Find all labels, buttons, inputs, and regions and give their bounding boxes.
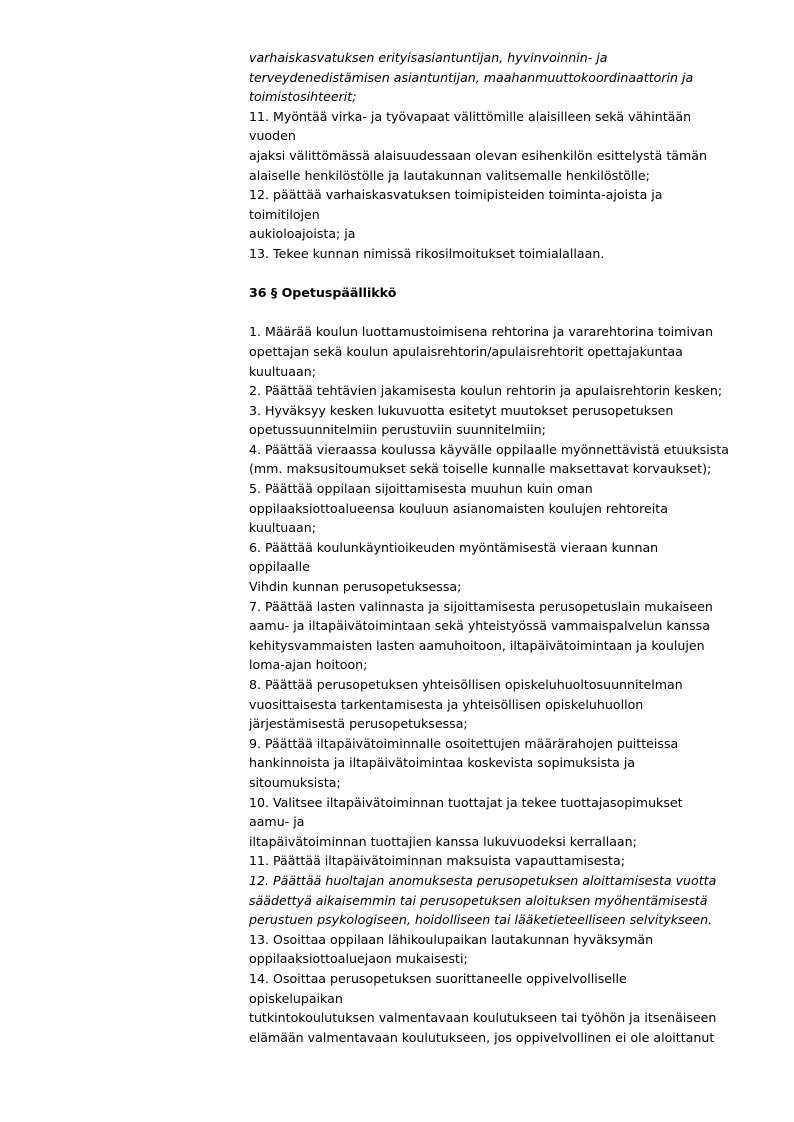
text-line: vuoden bbox=[249, 128, 296, 144]
text-line: 13. Tekee kunnan nimissä rikosilmoitukset toimialallaan. bbox=[249, 245, 605, 261]
list-item-line: 5. Päättää oppilaan sijoittamisesta muuhun kuin oman bbox=[249, 481, 593, 497]
list-item-line: sitoumuksista; bbox=[249, 774, 341, 790]
paragraph-gap bbox=[249, 264, 745, 284]
paragraph-gap bbox=[249, 303, 745, 323]
list-item-line: 9. Päättää iltapäivätoiminnalle osoitettujen määrärahojen puitteissa bbox=[249, 735, 679, 751]
list-item-line: aamu- ja bbox=[249, 814, 305, 830]
list-item-line: 2. Päättää tehtävien jakamisesta koulun rehtorin ja apulaisrehtorin kesken; bbox=[249, 383, 723, 399]
list-item-line: 1. Määrää koulun luottamustoimisena rehtorina ja vararehtorina toimivan bbox=[249, 324, 714, 340]
text-line: toimitilojen bbox=[249, 206, 320, 222]
list-item-line: säädettyä aikaisemmin tai perusopetuksen aloituksen myöhentämisestä bbox=[249, 892, 708, 908]
text-line: varhaiskasvatuksen erityisasiantuntijan, hyvinvoinnin- ja bbox=[249, 50, 608, 65]
text-line: toimistosihteerit; bbox=[249, 89, 357, 105]
text-line: alaiselle henkilöstölle ja lautakunnan valitsemalle henkilöstölle; bbox=[249, 167, 650, 183]
list-item-line: tutkintokoulutuksen valmentavaan koulutukseen tai työhön ja itsenäiseen bbox=[249, 1010, 717, 1026]
list-item-line: oppilaaksiottoalueensa kouluun asianomaisten koulujen rehtoreita bbox=[249, 500, 668, 516]
list-item-line: (mm. maksusitoumukset sekä toiselle kunnalle maksettavat korvaukset); bbox=[249, 461, 712, 477]
list-item-line: opettajan sekä koulun apulaisrehtorin/apulaisrehtorit opettajakuntaa bbox=[249, 343, 683, 359]
list-item-line: 11. Päättää iltapäivätoiminnan maksuista vapauttamisesta; bbox=[249, 853, 625, 869]
text-line: 11. Myöntää virka- ja työvapaat välittömille alaisilleen sekä vähintään bbox=[249, 108, 692, 124]
list-item-line: Vihdin kunnan perusopetuksessa; bbox=[249, 579, 462, 595]
list-item-line: kuultuaan; bbox=[249, 520, 316, 536]
list-item-line: 13. Osoittaa oppilaan lähikoulupaikan lautakunnan hyväksymän bbox=[249, 931, 654, 947]
text-line: aukioloajoista; ja bbox=[249, 226, 356, 242]
list-item-line: 4. Päättää vieraassa koulussa käyvälle oppilaalle myönnettävistä etuuksista bbox=[249, 441, 729, 457]
list-item-line: 10. Valitsee iltapäivätoiminnan tuottajat ja tekee tuottajasopimukset bbox=[249, 794, 683, 810]
list-item-line: opiskelupaikan bbox=[249, 990, 343, 1006]
section-36-heading: 36 § Opetuspäällikkö bbox=[249, 285, 397, 301]
list-item-line: hankinnoista ja iltapäivätoimintaa koskevista sopimuksista ja bbox=[249, 755, 636, 771]
text-line: ajaksi välittömässä alaisuudessaan olevan esihenkilön esittelystä tämän bbox=[249, 147, 707, 163]
list-item-line: 6. Päättää koulunkäyntioikeuden myöntämisestä vieraan kunnan bbox=[249, 539, 659, 555]
list-item-line: 14. Osoittaa perusopetuksen suorittaneelle oppivelvolliselle bbox=[249, 970, 627, 986]
list-item-line: loma-ajan hoitoon; bbox=[249, 657, 368, 673]
list-item-line: opetussuunnitelmiin perustuviin suunnitelmiin; bbox=[249, 422, 546, 438]
text-line: terveydenedistämisen asiantuntijan, maahanmuuttokoordinaattorin ja bbox=[249, 69, 694, 85]
list-item-line: järjestämisestä perusopetuksessa; bbox=[249, 716, 468, 732]
list-item-line: elämään valmentavaan koulutukseen, jos oppivelvollinen ei ole aloittanut bbox=[249, 1029, 715, 1045]
list-item-line: perustuen psykologiseen, hoidolliseen tai lääketieteelliseen selvitykseen. bbox=[249, 912, 713, 928]
list-item-line: kuultuaan; bbox=[249, 363, 316, 379]
list-item-line: kehitysvammaisten lasten aamuhoitoon, iltapäivätoimintaan ja koulujen bbox=[249, 637, 705, 653]
section-36-list bbox=[249, 322, 745, 1047]
list-item-line: oppilaalle bbox=[249, 559, 310, 575]
list-item-line: 3. Hyväksyy kesken lukuvuotta esitetyt muutokset perusopetuksen bbox=[249, 402, 674, 418]
list-item-line: 7. Päättää lasten valinnasta ja sijoittamisesta perusopetuslain mukaiseen bbox=[249, 598, 713, 614]
list-item-line: vuosittaisesta tarkentamisesta ja yhteisöllisen opiskeluhuollon bbox=[249, 696, 644, 712]
list-item-line: iltapäivätoiminnan tuottajien kanssa lukuvuodeksi kerrallaan; bbox=[249, 833, 637, 849]
list-item-line: aamu- ja iltapäivätoimintaan sekä yhteistyössä vammaispalvelun kanssa bbox=[249, 618, 710, 634]
text-line: 12. päättää varhaiskasvatuksen toimipisteiden toiminta-ajoista ja bbox=[249, 187, 663, 203]
document-page bbox=[249, 48, 745, 1047]
list-item-line: oppilaaksiottoaluejaon mukaisesti; bbox=[249, 951, 468, 967]
list-item-line: 12. Päättää huoltajan anomuksesta perusopetuksen aloittamisesta vuotta bbox=[249, 872, 717, 888]
list-item-line: 8. Päättää perusopetuksen yhteisöllisen opiskeluhuoltosuunnitelman bbox=[249, 677, 683, 692]
section-35-continuation bbox=[249, 48, 745, 264]
